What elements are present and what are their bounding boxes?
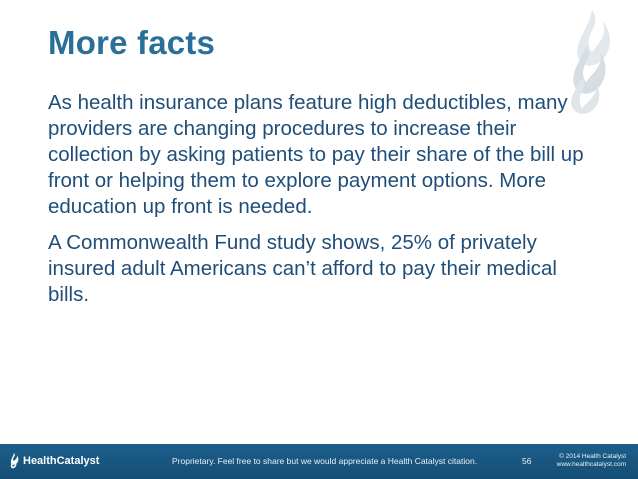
footer-logo bbox=[8, 453, 99, 469]
page-number: 56 bbox=[522, 456, 532, 466]
footer-logo-text: HealthCatalyst bbox=[23, 455, 100, 467]
body-paragraph: A Commonwealth Fund study shows, 25% of privately insured adult Americans can’t afford to pay their medical bills. bbox=[48, 231, 557, 306]
copyright bbox=[557, 453, 626, 469]
footer-bar bbox=[0, 444, 638, 479]
footer-note: Proprietary. Feel free to share but we would appreciate a Health Catalyst citation. bbox=[172, 456, 478, 466]
body-paragraph: As health insurance plans feature high deductibles, many providers are changing procedures to increase their collection by asking patients to pay their share of the bill up front or helping them to explore payment options. More education up front is needed. bbox=[48, 91, 584, 218]
copyright-line: © 2014 Health Catalyst bbox=[559, 453, 626, 460]
slide-title: More facts bbox=[48, 24, 216, 61]
slide-body bbox=[48, 90, 593, 318]
health-catalyst-footer-icon bbox=[8, 453, 20, 469]
website-link[interactable]: www.healthcatalyst.com bbox=[556, 461, 626, 468]
